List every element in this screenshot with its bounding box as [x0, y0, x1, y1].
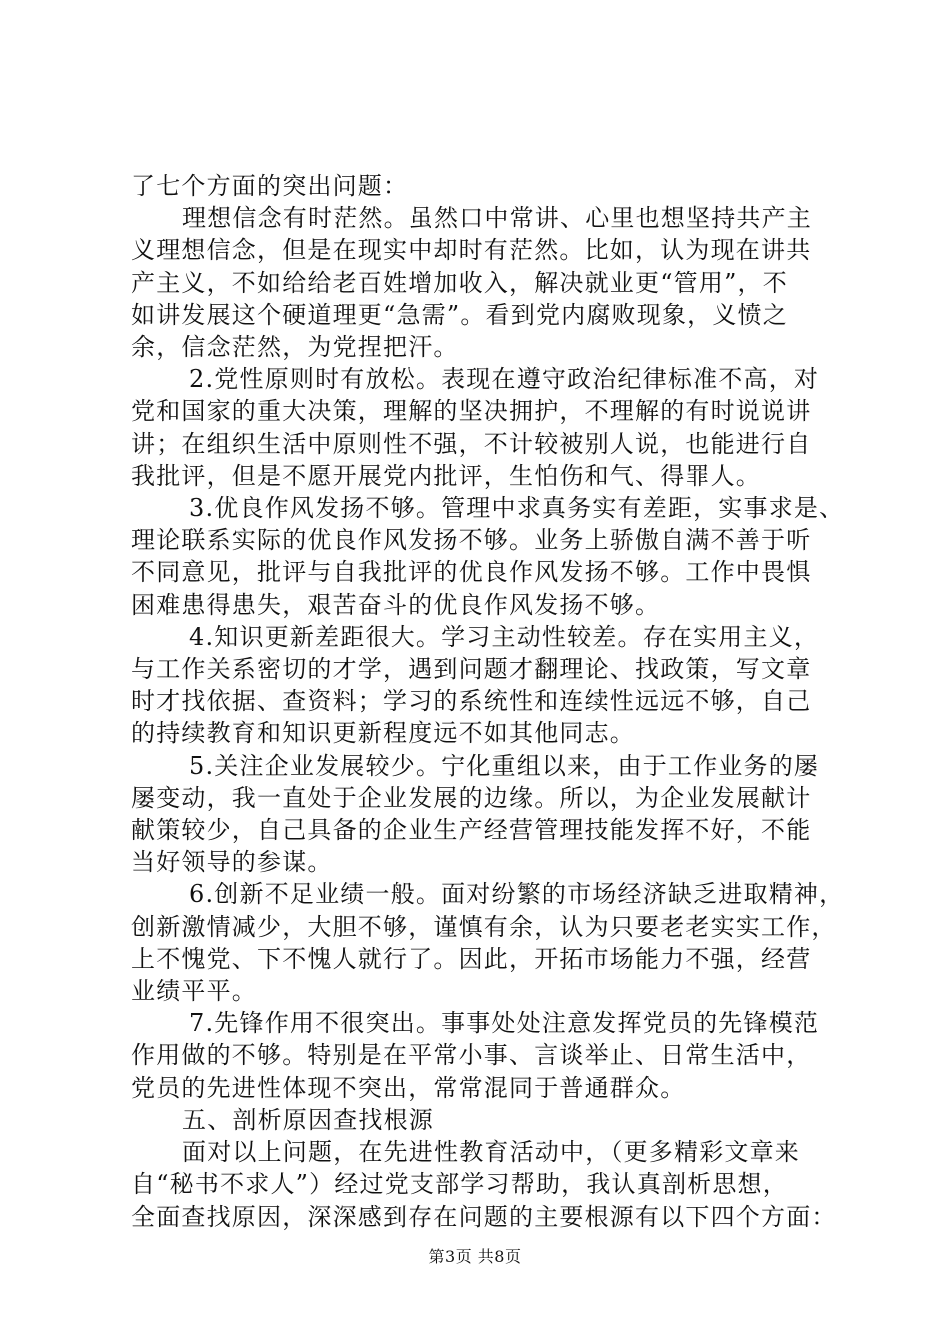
text-line: 了七个方面的突出问题：: [131, 172, 409, 200]
text-line: 上不愧党、下不愧人就行了。因此，开拓市场能力不强，经营: [131, 944, 812, 973]
page-number-footer: 第3页 共8页: [428, 1247, 522, 1266]
text-line: 自“秘书不求人”）经过党支部学习帮助，我认真剖析思想，: [131, 1170, 788, 1199]
paragraph-7-start: 7.先锋作用不很突出。事事处处注意发挥党员的先锋模范: [189, 1009, 820, 1038]
text-line: 时才找依据、查资料；学习的系统性和连续性远远不够，自己: [131, 687, 812, 716]
paragraph-3-start: 3.优良作风发扬不够。管理中求真务实有差距，实事求是、: [189, 494, 845, 523]
text-line: 屡变动，我一直处于企业发展的边缘。所以，为企业发展献计: [131, 783, 812, 812]
text-line: 与工作关系密切的才学，遇到问题才翻理论、找政策，写文章: [131, 655, 812, 684]
document-body: [131, 170, 845, 1233]
text-line: 我批评，但是不愿开展党内批评，生怕伤和气、得罪人。: [131, 461, 761, 490]
text-line: 献策较少，自己具备的企业生产经营管理技能发挥不好，不能: [131, 816, 812, 845]
text-line: 创新激情减少，大胆不够，谨慎有余，认为只要老老实实工作，: [131, 912, 837, 941]
text-line: 党和国家的重大决策，理解的坚决拥护，不理解的有时说说讲: [131, 397, 812, 426]
paragraph-1-start: 理想信念有时茫然。虽然口中常讲、心里也想坚持共产主: [182, 204, 812, 233]
text-line: 党员的先进性体现不突出，常常混同于普通群众。: [131, 1073, 686, 1102]
text-line: 当好领导的参谋。: [131, 848, 333, 877]
text-line: 全面查找原因，深深感到存在问题的主要根源有以下四个方面：: [131, 1202, 837, 1231]
paragraph-6-start: 6.创新不足业绩一般。面对纷繁的市场经济缺乏进取精神，: [189, 880, 845, 909]
text-line: 业绩平平。: [131, 977, 257, 1006]
text-line: 如讲发展这个硬道理更“急需”。看到党内腐败现象，义愤之: [131, 300, 788, 329]
text-line: 产主义，不如给给老百姓增加收入，解决就业更“管用”，不: [131, 268, 788, 297]
paragraph-4-start: 4.知识更新差距很大。学习主动性较差。存在实用主义，: [189, 622, 820, 651]
text-line: 理论联系实际的优良作风发扬不够。业务上骄傲自满不善于听: [131, 526, 812, 555]
paragraph-5-start: 5.关注企业发展较少。宁化重组以来，由于工作业务的屡: [189, 751, 820, 780]
text-line: 作用做的不够。特别是在平常小事、言谈举止、日常生活中，: [131, 1041, 812, 1070]
text-line: 不同意见，批评与自我批评的优良作风发扬不够。工作中畏惧: [131, 558, 812, 587]
text-line: 余，信念茫然，为党捏把汗。: [131, 333, 459, 362]
text-line: 的持续教育和知识更新程度远不如其他同志。: [131, 719, 635, 748]
paragraph-2-start: 2.党性原则时有放松。表现在遵守政治纪律标准不高，对: [189, 365, 820, 394]
section-heading: 五、剖析原因查找根源: [182, 1105, 434, 1134]
text-line: 困难患得患失，艰苦奋斗的优良作风发扬不够。: [131, 590, 661, 619]
text-line: 义理想信念，但是在现实中却时有茫然。比如，认为现在讲共: [131, 236, 812, 265]
paragraph-8-start: 面对以上问题，在先进性教育活动中，（更多精彩文章来: [182, 1138, 800, 1167]
text-line: 讲；在组织生活中原则性不强，不计较被别人说，也能进行自: [131, 429, 812, 458]
